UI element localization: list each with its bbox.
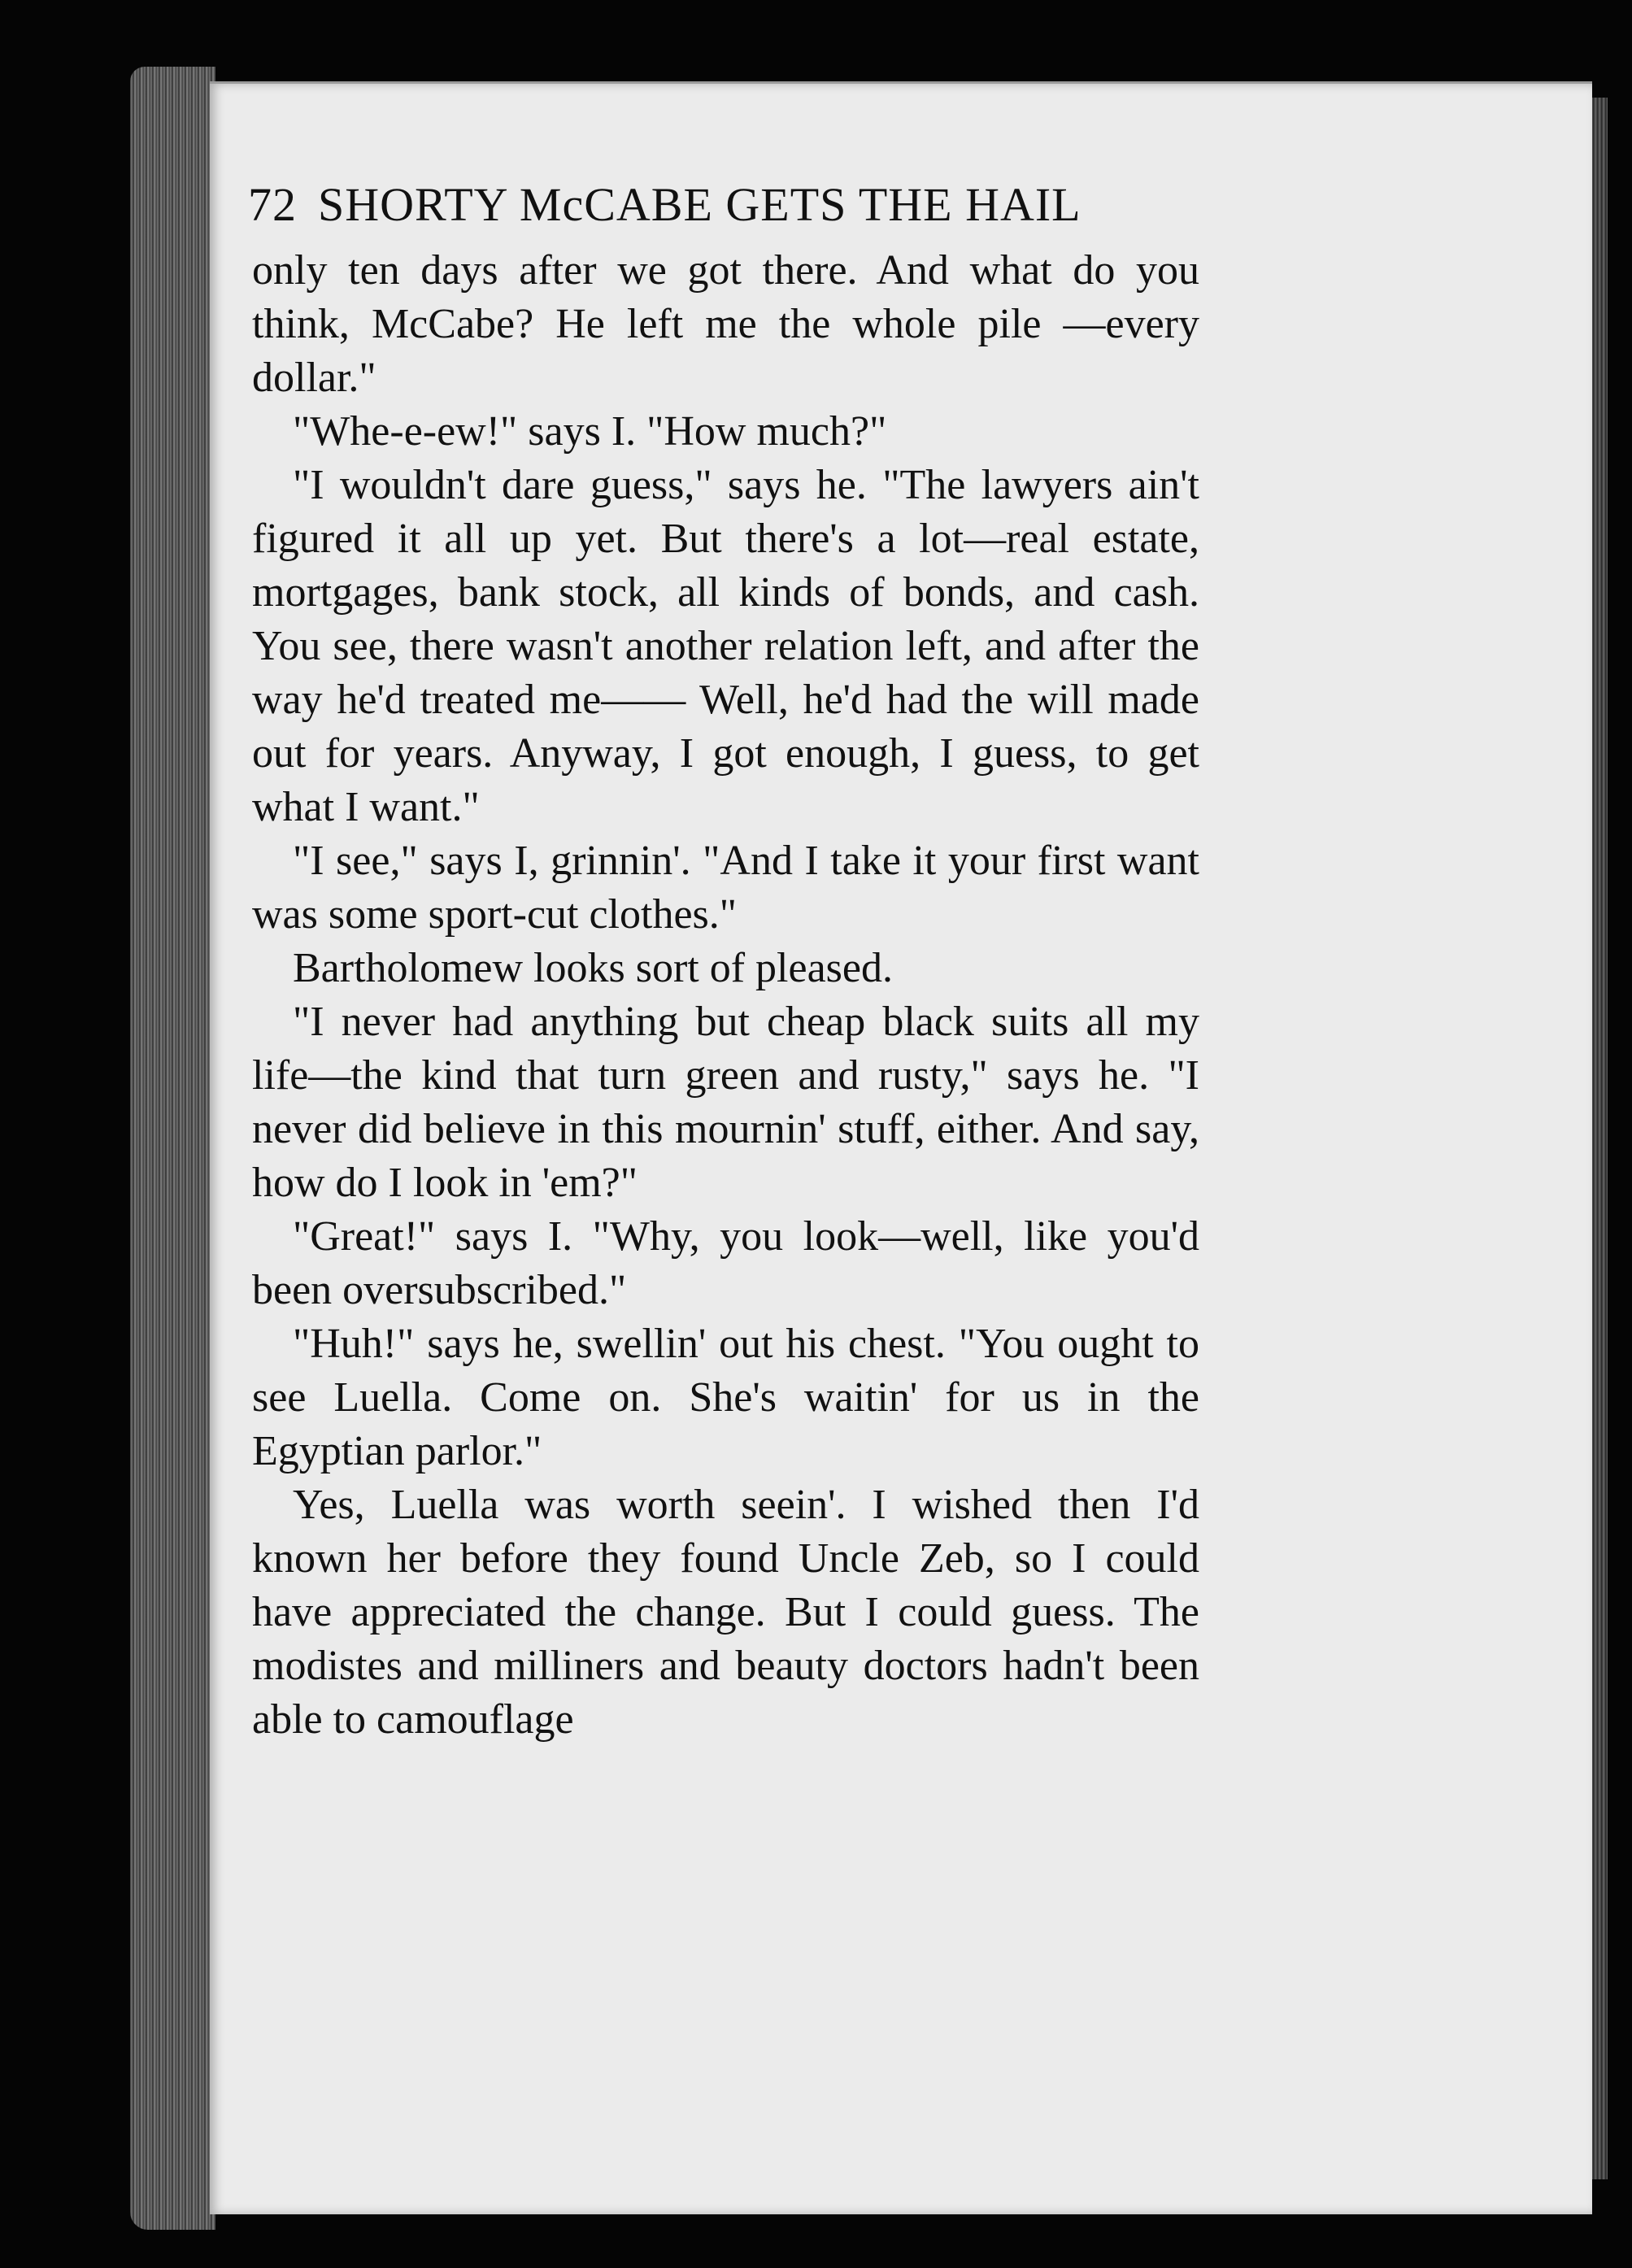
running-header: [248, 177, 1191, 232]
paragraph-7: "Great!" says I. "Why, you look—well, like you'd been oversubscribed.": [252, 1213, 1199, 1313]
book-page-edges-left: [130, 67, 215, 2230]
paragraph-4: "I see," says I, grinnin'. "And I take it your first want was some sport-cut clothes.": [252, 838, 1199, 938]
page-number: 72: [248, 178, 297, 231]
paragraph-2: "Whe-e-ew!" says I. "How much?": [293, 408, 887, 455]
paragraph-6: "I never had anything but cheap black suits all my life—the kind that turn green and rusty," says he. "I never did believe in this mournin' stuff, either. And say, how do I look in 'em?": [252, 999, 1199, 1206]
paragraph-5: Bartholomew looks sort of pleased.: [293, 945, 893, 991]
book-page-edges-right: [1590, 98, 1608, 2179]
running-title: SHORTY McCABE GETS THE HAIL: [318, 178, 1081, 231]
paragraph-9: Yes, Luella was worth seein'. I wished then I'd known her before they found Uncle Zeb, so I could have appreciated the change. But I could guess. The modistes and milliners and beauty doctors hadn't been able to camouflage: [252, 1482, 1199, 1743]
paragraph-8: "Huh!" says he, swellin' out his chest. "You ought to see Luella. Come on. She's waitin' for us in the Egyptian parlor.": [252, 1321, 1199, 1474]
paragraph-3: "I wouldn't dare guess," says he. "The lawyers ain't figured it all up yet. But there's a lot—real estate, mortgages, bank stock, all kinds of bonds, and cash. You see, there wasn't another relation left, and after the way he'd treated me—— Well, he'd had the will made out for years. Anyway, I got enough, I guess, to get what I want.": [252, 462, 1199, 830]
paragraph-1: only ten days after we got there. And what do you think, McCabe? He left me the whole pile —every dollar.": [252, 247, 1199, 401]
body-text: [252, 244, 1199, 1747]
